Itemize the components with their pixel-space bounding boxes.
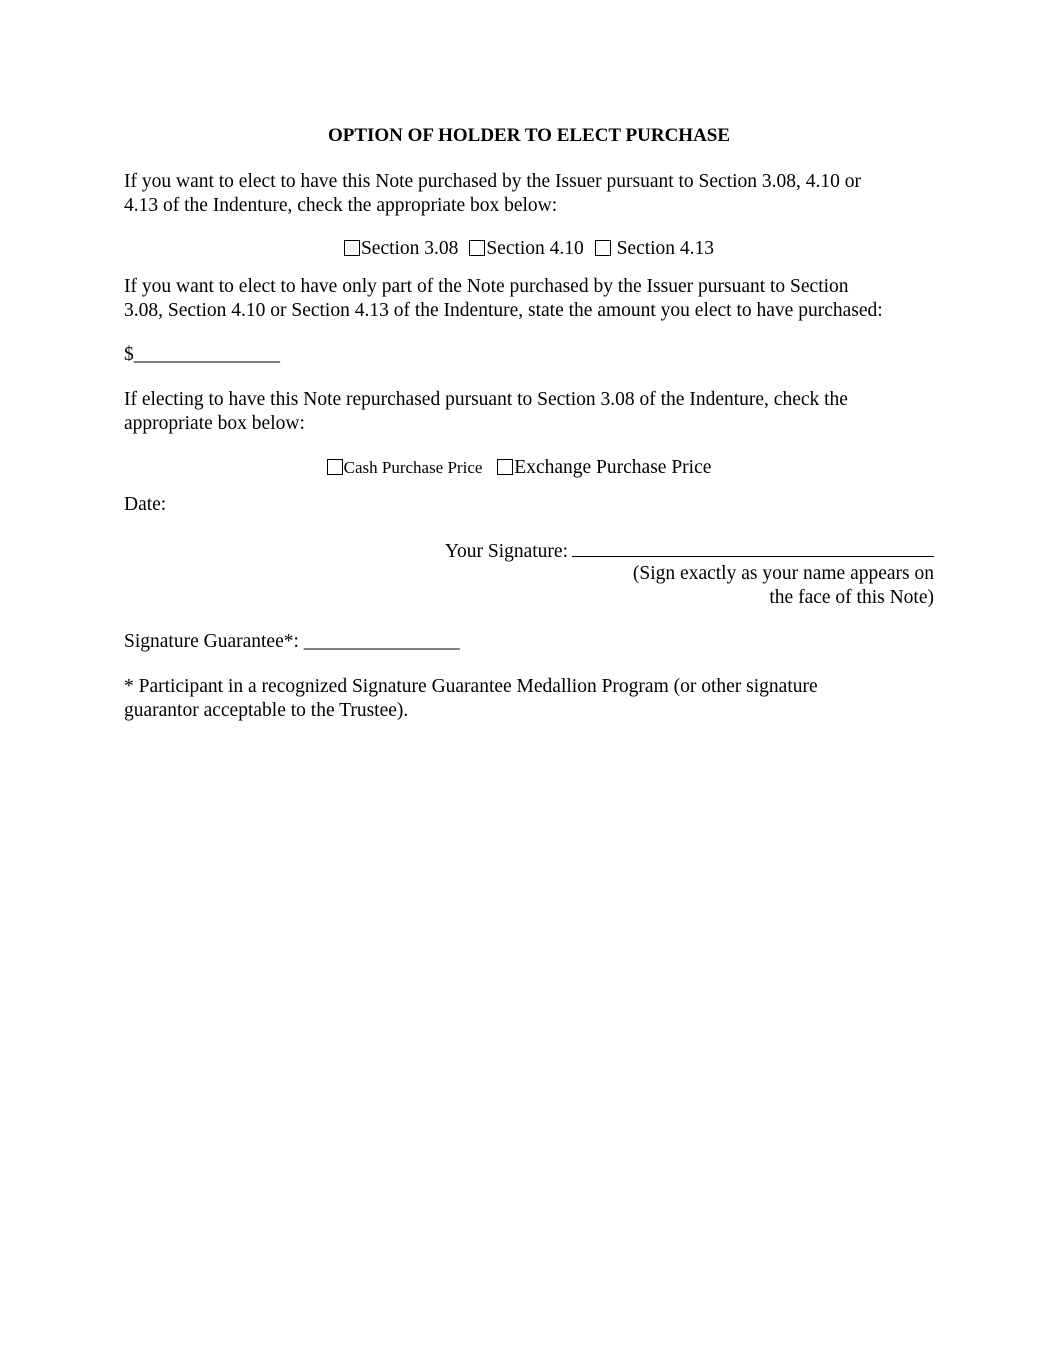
document-title: OPTION OF HOLDER TO ELECT PURCHASE [327, 125, 731, 146]
signature-row [445, 537, 934, 564]
footnote [124, 675, 934, 723]
partial-purchase-instructions [124, 275, 934, 323]
checkbox-section-3-08[interactable] [344, 240, 360, 256]
signature-note-line-2: the face of this Note) [769, 587, 934, 608]
signature-line[interactable] [572, 537, 934, 557]
section-election-instructions [124, 170, 934, 218]
signature-note-line-1: (Sign exactly as your name appears on [632, 563, 934, 584]
cash-price-option[interactable] [327, 456, 483, 480]
price-checkbox-row [124, 456, 934, 480]
exchange-price-option[interactable] [497, 456, 711, 480]
footnote-line-2: guarantor acceptable to the Trustee). [124, 700, 409, 721]
repurchase-line-2: appropriate box below: [124, 413, 305, 434]
date-label: Date: [124, 494, 167, 515]
instruction-line-2: 4.13 of the Indenture, check the appropriate box below: [124, 195, 558, 216]
signature-guarantee-field[interactable]: Signature Guarantee*: ________________ [124, 631, 460, 652]
amount-field[interactable]: $_______________ [124, 344, 280, 365]
partial-line-2: 3.08, Section 4.10 or Section 4.13 of the Indenture, state the amount you elect to have purchased: [124, 300, 883, 321]
footnote-line-1: * Participant in a recognized Signature Guarantee Medallion Program (or other signature [124, 676, 818, 697]
checkbox-cash-purchase-price[interactable] [327, 459, 343, 475]
checkbox-exchange-purchase-price[interactable] [497, 459, 513, 475]
checkbox-section-4-13[interactable] [595, 240, 611, 256]
cash-price-label: Cash Purchase Price [343, 458, 483, 477]
section-checkbox-row [124, 237, 934, 261]
section-3-08-label: Section 3.08 [360, 238, 459, 259]
section-4-10-label: Section 4.10 [486, 238, 584, 259]
partial-line-1: If you want to elect to have only part of the Note purchased by the Issuer pursuant to Section [124, 276, 849, 297]
section-3-08-option[interactable] [344, 237, 459, 261]
checkbox-section-4-10[interactable] [469, 240, 485, 256]
repurchase-instructions [124, 388, 934, 436]
instruction-line-1: If you want to elect to have this Note purchased by the Issuer pursuant to Section 3.08, 4.10 or [124, 171, 862, 192]
section-4-10-option[interactable] [469, 237, 584, 261]
section-4-13-option[interactable] [595, 237, 714, 261]
signature-label: Your Signature: [444, 541, 568, 562]
signature-note [633, 562, 934, 610]
section-4-13-label: Section 4.13 [611, 238, 715, 259]
exchange-price-label: Exchange Purchase Price [514, 457, 712, 478]
repurchase-line-1: If electing to have this Note repurchased pursuant to Section 3.08 of the Indenture, check the [124, 389, 848, 410]
